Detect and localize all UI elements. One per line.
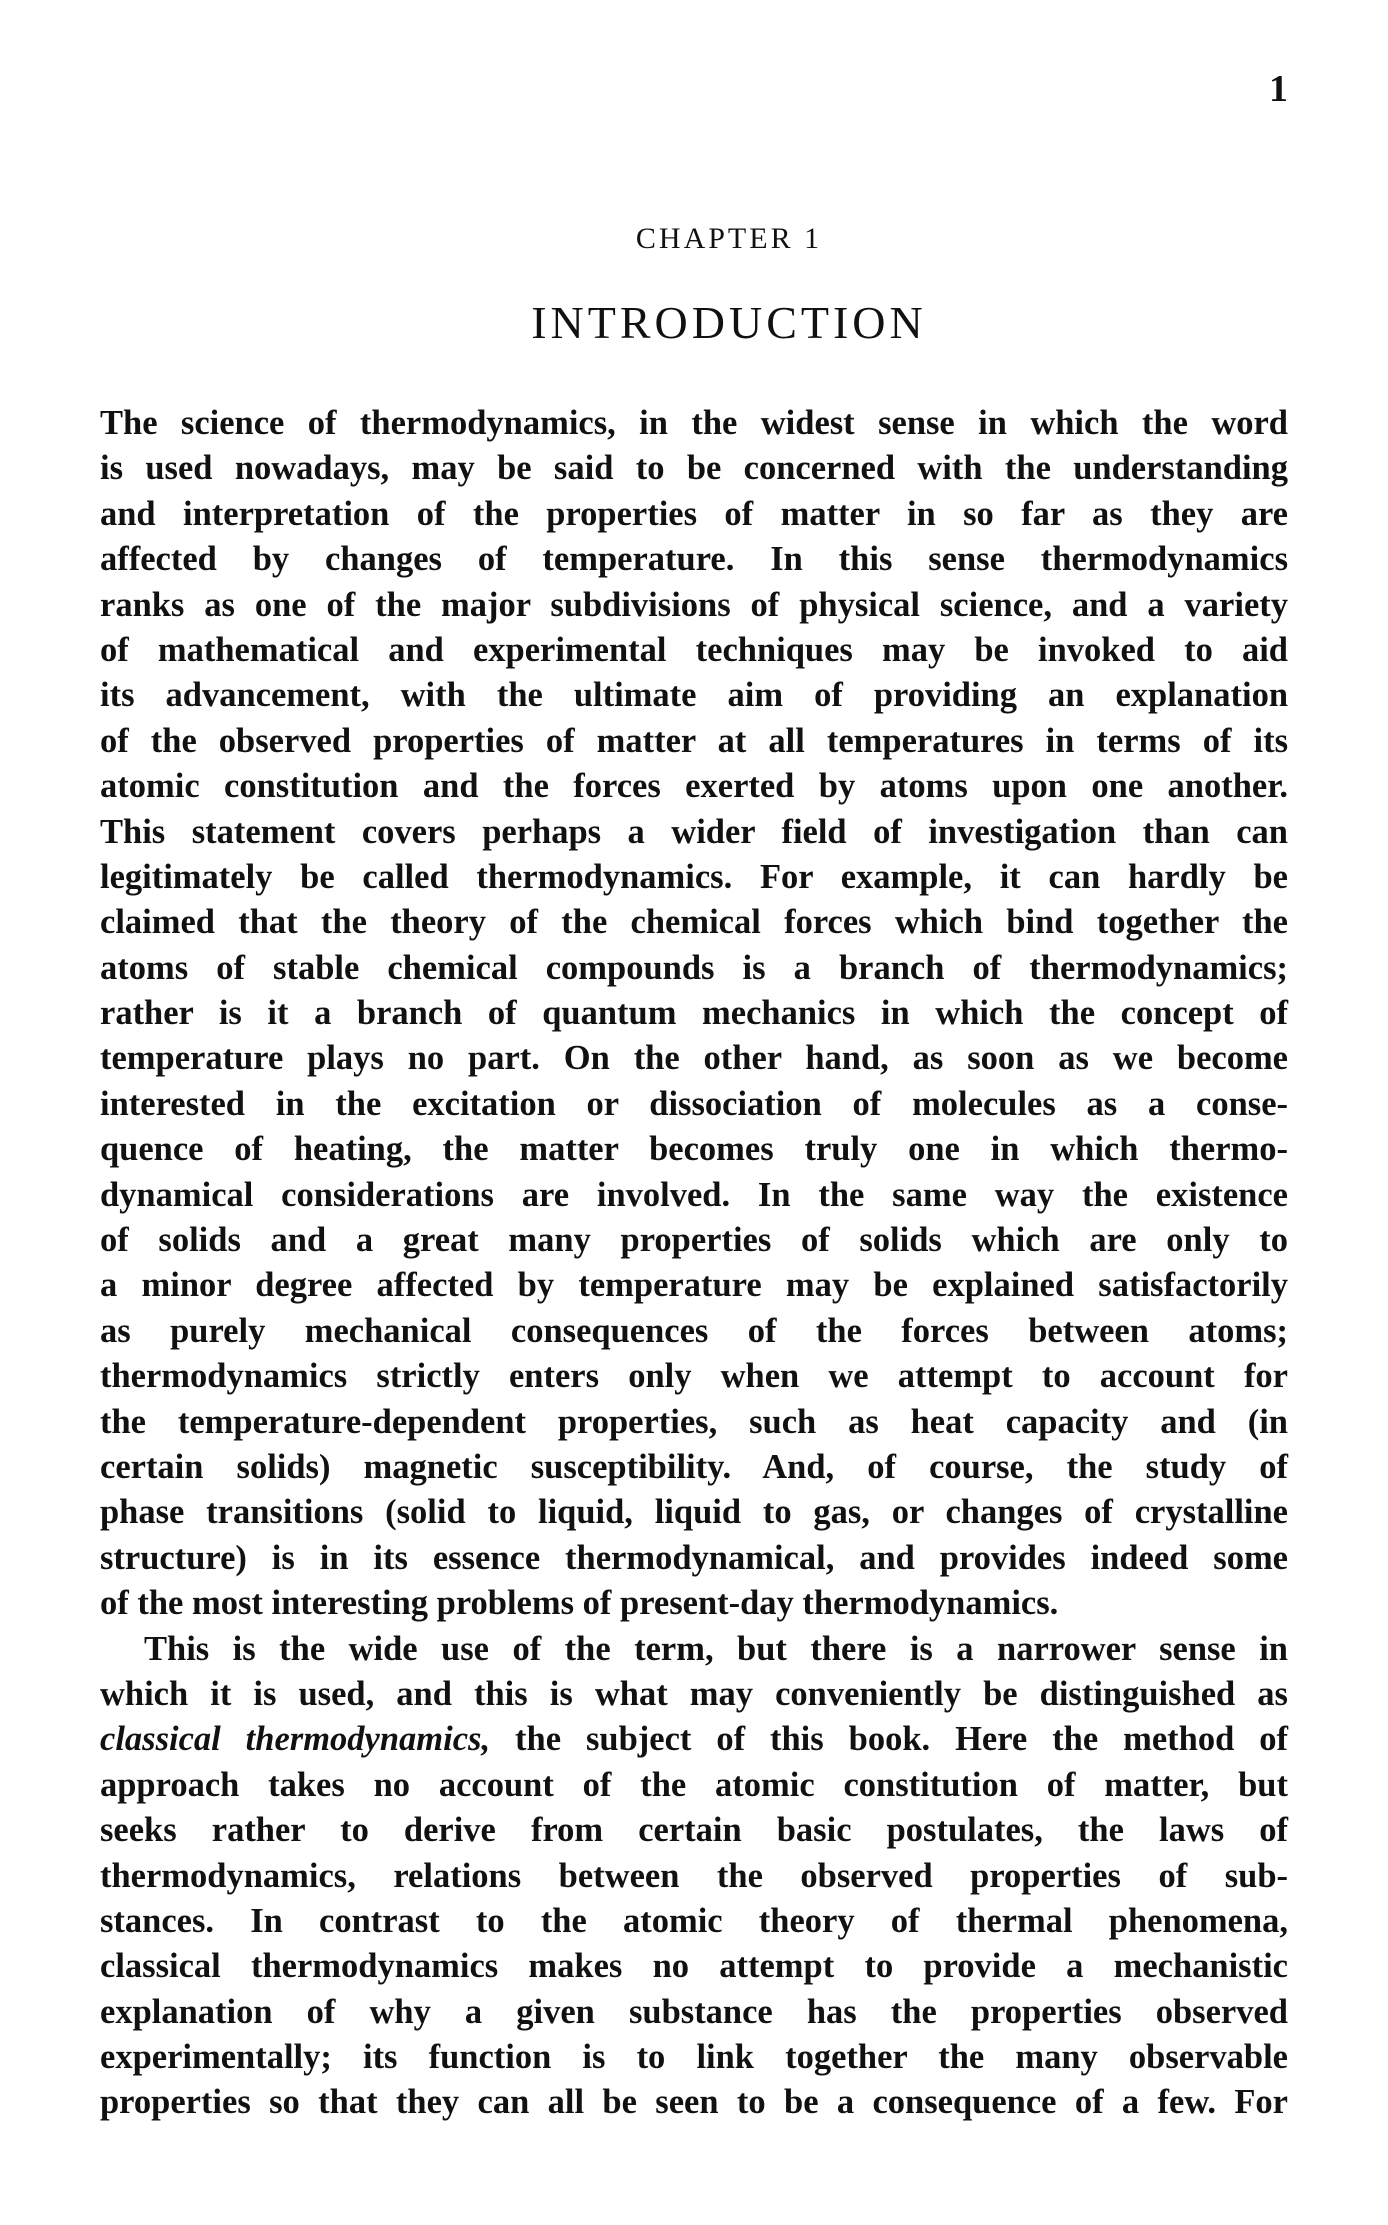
text-line: of the observed properties of matter at all temperatures in terms of its bbox=[100, 721, 1288, 760]
text-line: ranks as one of the major subdivisions of physical science, and a variety bbox=[100, 585, 1288, 624]
italic-term: classical thermodynamics, bbox=[100, 1720, 491, 1759]
text-line: as purely mechanical consequences of the forces between atoms; bbox=[100, 1311, 1288, 1350]
chapter-title: INTRODUCTION bbox=[531, 297, 927, 348]
text-line: experimentally; its function is to link together the many observable bbox=[100, 2038, 1288, 2077]
text-line: approach takes no account of the atomic constitution of matter, but bbox=[100, 1765, 1288, 1804]
paragraph-1 bbox=[100, 401, 1288, 1627]
text-line: This statement covers perhaps a wider field of investigation than can bbox=[100, 812, 1288, 851]
text-line: atomic constitution and the forces exerted by atoms upon one another. bbox=[100, 767, 1288, 806]
text-line: This is the wide use of the term, but there is a narrower sense in bbox=[144, 1629, 1288, 1668]
text-line: and interpretation of the properties of matter in so far as they are bbox=[100, 494, 1288, 533]
text-line: the temperature-dependent properties, such as heat capacity and (in bbox=[100, 1402, 1288, 1441]
text-line: dynamical considerations are involved. In the same way the existence bbox=[100, 1175, 1288, 1214]
text-line: atoms of stable chemical compounds is a branch of thermodynamics; bbox=[100, 948, 1288, 987]
text-line: of mathematical and experimental techniques may be invoked to aid bbox=[100, 630, 1288, 669]
text-line: seeks rather to derive from certain basic postulates, the laws of bbox=[100, 1811, 1288, 1850]
text-line: legitimately be called thermodynamics. For example, it can hardly be bbox=[100, 857, 1288, 896]
text-line bbox=[100, 1717, 1288, 1762]
text-line: of solids and a great many properties of solids which are only to bbox=[100, 1221, 1288, 1260]
text-line: of the most interesting problems of present-day thermodynamics. bbox=[100, 1584, 1059, 1623]
body-text bbox=[100, 401, 1288, 2126]
text-line: thermodynamics strictly enters only when we attempt to account for bbox=[100, 1357, 1288, 1396]
text-line: stances. In contrast to the atomic theory of thermal phenomena, bbox=[100, 1901, 1288, 1940]
text-line: rather is it a branch of quantum mechanics in which the concept of bbox=[100, 994, 1288, 1033]
text-line: claimed that the theory of the chemical forces which bind together the bbox=[100, 903, 1288, 942]
text-line: interested in the excitation or dissociation of molecules as a conse- bbox=[100, 1084, 1288, 1123]
text-line: thermodynamics, relations between the observed properties of sub- bbox=[100, 1856, 1288, 1895]
text-line: which it is used, and this is what may conveniently be distinguished as bbox=[100, 1674, 1288, 1713]
text-line: a minor degree affected by temperature may be explained satisfactorily bbox=[100, 1266, 1288, 1305]
text-fragment: the subject of this book. Here the method of bbox=[490, 1720, 1288, 1759]
text-line: explanation of why a given substance has the properties observed bbox=[100, 1992, 1288, 2031]
text-line: quence of heating, the matter becomes truly one in which thermo- bbox=[100, 1130, 1288, 1169]
text-line: its advancement, with the ultimate aim of providing an explanation bbox=[100, 676, 1288, 715]
text-line: classical thermodynamics makes no attempt to provide a mechanistic bbox=[100, 1947, 1288, 1986]
text-line: The science of thermodynamics, in the widest sense in which the word bbox=[100, 404, 1288, 442]
text-line: temperature plays no part. On the other hand, as soon as we become bbox=[100, 1039, 1288, 1078]
paragraph-2 bbox=[100, 1627, 1288, 2126]
chapter-label: CHAPTER 1 bbox=[635, 222, 823, 255]
text-line: properties so that they can all be seen to be a consequence of a few. For bbox=[100, 2083, 1288, 2122]
text-line: affected by changes of temperature. In this sense thermodynamics bbox=[100, 540, 1288, 579]
text-line: is used nowadays, may be said to be concerned with the understanding bbox=[100, 449, 1288, 488]
text-line: phase transitions (solid to liquid, liquid to gas, or changes of crystalline bbox=[100, 1493, 1288, 1532]
text-line: certain solids) magnetic susceptibility. And, of course, the study of bbox=[100, 1447, 1288, 1486]
page-number: 1 bbox=[1269, 68, 1288, 110]
text-line: structure) is in its essence thermodynamical, and provides indeed some bbox=[100, 1538, 1288, 1577]
